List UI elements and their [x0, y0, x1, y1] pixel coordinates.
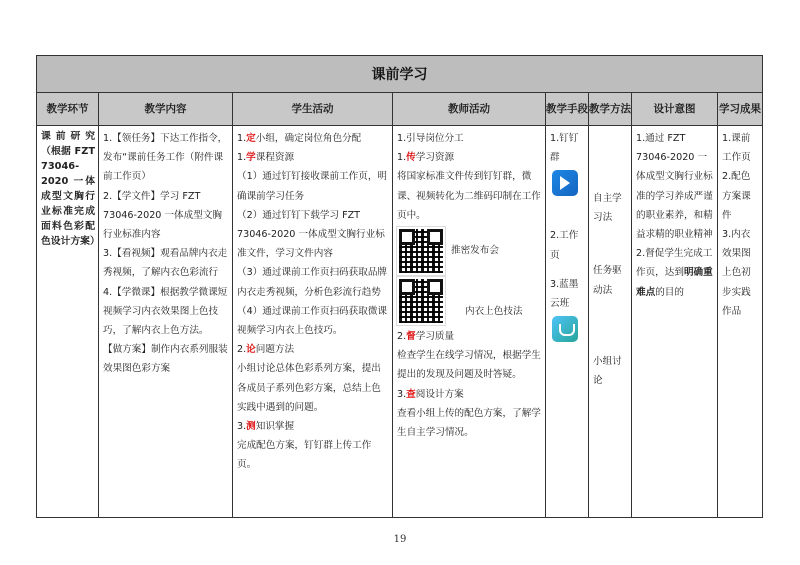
qr-label: 推密发布会 [451, 245, 499, 257]
student-substep: （2）通过钉钉下载学习 FZT 73046-2020 一体成型文胸行业标准文件，学习文件内容 [237, 209, 385, 260]
student-step-4-text: 完成配色方案，钉钉群上传工作页。 [237, 440, 372, 471]
teacher-step-4: 3.查阅设计方案 [397, 388, 464, 400]
header-means: 教学手段 [546, 93, 589, 126]
method-cell [589, 126, 631, 392]
header-design: 设计意图 [632, 93, 718, 126]
method-item: 任务驱动法 [593, 265, 622, 296]
header-method: 教学方法 [589, 93, 632, 126]
outcome-item: 3.内衣效果图上色初步实践作品 [722, 229, 751, 317]
student-substep: （1）通过钉钉接收课前工作页，明确课前学习任务 [237, 171, 388, 202]
student-step-2: 1.学课程资源 [237, 152, 295, 164]
student-step-3: 2.论问题方法 [237, 344, 295, 356]
qr-code-icon[interactable] [397, 227, 445, 275]
page-number: 19 [393, 534, 407, 545]
header-outcome: 学习成果 [718, 93, 763, 126]
teacher-step-3-text: 检查学生在线学习情况，根据学生提出的发现及问题及时答疑。 [397, 350, 541, 381]
teacher-step-1: 1.引导岗位分工 [397, 133, 464, 144]
content-cell [99, 126, 232, 381]
teacher-step-2-text: 将国家标准文件传到钉钉群，微课、视频转化为二维码印制在工作页中。 [397, 171, 541, 221]
lanmo-cloud-icon [552, 316, 578, 342]
header-stage: 教学环节 [37, 93, 99, 126]
outcome-item: 2.配色方案课件 [722, 171, 751, 221]
means-item: 1.钉钉群 [550, 133, 579, 164]
qr-row-1 [397, 227, 542, 275]
teacher-step-4-text: 查看小组上传的配色方案，了解学生自主学习情况。 [397, 407, 541, 439]
header-student: 学生活动 [233, 93, 393, 126]
qr-row-2 [397, 277, 542, 325]
content-item: 2.【学文件】学习 FZT 73046-2020 一体成型文胸行业标准内容 [103, 190, 223, 241]
teacher-step-3: 2.督学习质量 [397, 331, 455, 343]
qr-label: 内衣上色技法 [465, 306, 523, 318]
student-step-4: 3.测知识掌握 [237, 421, 295, 433]
method-item: 小组讨论 [593, 355, 622, 387]
content-item: 3.【看视频】观看品牌内衣走秀视频，了解内衣色彩流行 [103, 248, 228, 279]
content-item: 【做方案】制作内衣系列服装效果图色彩方案 [103, 344, 228, 375]
student-substep: （3）通过课前工作页扫码获取品牌内衣走秀视频，分析色彩流行趋势 [237, 267, 388, 298]
lesson-plan-table [36, 55, 763, 518]
stage-text: 课前研究（根据 FZT 73046-2020 一体成型文胸行业标准完成面料色彩配色设计方案） [41, 131, 100, 247]
teacher-cell [393, 126, 545, 444]
student-step-3-text: 小组讨论总体色彩系列方案，提出各成员子系列色彩方案，总结上色实践中遇到的问题。 [237, 363, 381, 413]
qr-code-icon[interactable] [397, 277, 445, 325]
content-item: 1.【领任务】下达工作指令，发布“课前任务工作（附件课前工作页） [103, 133, 228, 183]
outcome-item: 1.课前工作页 [722, 133, 751, 164]
design-item-2: 2.督促学生完成工作页，达到明确重难点的目的 [636, 248, 713, 298]
design-item-1: 1.通过 FZT 73046-2020 一体成型文胸行业标准的学习养成严谨的职业素养，和精益求精的职业精神 [636, 133, 713, 241]
dingtalk-icon [552, 170, 578, 196]
student-cell [233, 126, 392, 477]
design-cell [632, 126, 717, 304]
header-content: 教学内容 [99, 93, 233, 126]
content-item: 4.【学微课】根据教学微课短视频学习内衣效果图上色技巧，了解内衣上色方法。 [103, 286, 228, 337]
section-banner: 课前学习 [37, 56, 763, 93]
header-teacher: 教师活动 [393, 93, 546, 126]
means-cell [546, 126, 588, 347]
student-step-1: 1.定小组，确定岗位角色分配 [237, 133, 362, 144]
teacher-step-2: 1.传学习资源 [397, 152, 455, 164]
method-item: 自主学习法 [593, 193, 622, 224]
means-item: 3.蓝墨云班 [550, 278, 579, 310]
means-item: 2.工作页 [550, 230, 579, 261]
outcome-cell [718, 126, 762, 323]
student-substep: （4）通过课前工作页扫码获取微课视频学习内衣上色技巧。 [237, 305, 388, 337]
